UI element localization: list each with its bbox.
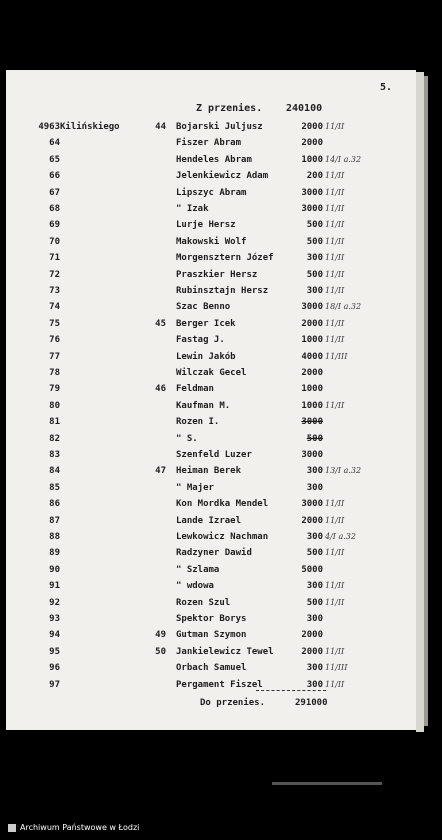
handwritten-note: 11/II [325, 171, 345, 181]
handwritten-note: 11/II [325, 499, 345, 509]
entry-number: 94 [49, 630, 60, 641]
person-name: " Majer [176, 482, 214, 493]
ledger-row [0, 188, 442, 202]
amount: 1000 [301, 400, 323, 411]
amount: 5000 [301, 564, 323, 575]
entry-number: 87 [49, 515, 60, 526]
person-name: " wdowa [176, 581, 214, 592]
ledger-row [0, 680, 442, 694]
amount: 500 [306, 220, 323, 231]
person-name: Jelenkiewicz Adam [176, 171, 269, 182]
ledger-row [0, 581, 442, 595]
entry-number: 78 [49, 368, 60, 378]
person-name: Lewin Jakób [176, 351, 236, 362]
carry-in-amount: 240100 [286, 103, 323, 114]
amount: 3000 [301, 499, 323, 510]
amount: 2000 [301, 630, 323, 641]
ledger-row [0, 237, 442, 251]
entry-number: 66 [49, 171, 60, 182]
person-name: " S. [176, 433, 198, 444]
amount: 2000 [301, 646, 323, 657]
ledger-row [0, 302, 442, 316]
archive-label: Archiwum Państwowe w Łodzi [20, 823, 140, 832]
ledger-row [0, 368, 442, 382]
ledger-row [0, 598, 442, 612]
handwritten-note: 11/II [325, 597, 345, 607]
entry-number: 91 [49, 581, 60, 592]
amount: 500 [306, 597, 323, 608]
handwritten-note: 11/II [325, 400, 345, 410]
person-name: " Szlama [176, 564, 220, 575]
person-name: Gutman Szymon [176, 630, 247, 641]
carry-out-row [0, 698, 442, 712]
handwritten-note: 13/I a.32 [325, 466, 362, 476]
person-name: Lurje Hersz [176, 220, 236, 231]
amount: 200 [306, 171, 323, 182]
handwritten-note: 18/I a.32 [325, 302, 362, 312]
ledger-row [0, 220, 442, 234]
person-name: Jankielewicz Tewel [176, 646, 274, 657]
ledger-row [0, 548, 442, 562]
person-name: Kaufman M. [176, 400, 231, 411]
amount: 300 [306, 466, 323, 477]
amount: 300 [306, 286, 323, 296]
person-name: Fiszer Abram [176, 138, 242, 149]
person-name: Szac Benno [176, 302, 231, 313]
entry-number: 81 [49, 417, 60, 428]
handwritten-note: 11/II [325, 515, 345, 525]
ledger-row [0, 384, 442, 398]
handwritten-note: 11/II [325, 269, 345, 279]
handwritten-note: 11/II [325, 187, 345, 197]
amount: 1000 [301, 384, 323, 395]
handwritten-note: 4/I a.32 [325, 532, 356, 541]
entry-number: 4963 [38, 122, 60, 132]
entry-number: 95 [49, 646, 60, 657]
person-name: Praszkier Hersz [176, 269, 258, 280]
handwritten-note: 11/II [325, 253, 345, 263]
entry-number: 65 [49, 154, 60, 165]
handwritten-note: 11/II [325, 548, 345, 558]
ledger-row [0, 122, 442, 136]
entry-number: 72 [49, 269, 60, 280]
entry-number: 89 [49, 548, 60, 559]
handwritten-note: 11/II [325, 204, 345, 213]
person-name: Kon Mordka Mendel [176, 499, 269, 510]
amount: 500 [306, 433, 323, 444]
amount: 500 [306, 548, 323, 559]
person-name: Orbach Samuel [176, 663, 247, 674]
person-name: Berger Icek [176, 318, 236, 329]
ledger-row [0, 401, 442, 415]
handwritten-note: 11/II [325, 122, 345, 131]
house-number: 45 [155, 318, 166, 329]
person-name: Rozen Szul [176, 597, 231, 608]
archive-logo-icon [8, 824, 16, 832]
page-number: 5. [380, 82, 393, 93]
entry-number: 74 [49, 302, 60, 313]
amount: 2000 [301, 122, 323, 132]
entry-number: 76 [49, 335, 60, 346]
amount: 3000 [301, 204, 323, 214]
ledger-row [0, 450, 442, 464]
amount: 2000 [301, 515, 323, 526]
amount: 500 [306, 269, 323, 280]
amount: 3000 [301, 302, 323, 313]
person-name: Szenfeld Luzer [176, 450, 252, 460]
amount: 2000 [301, 368, 323, 378]
amount: 300 [306, 614, 323, 624]
ledger-row [0, 516, 442, 530]
ledger-row [0, 663, 442, 677]
person-name: Bojarski Juljusz [176, 122, 263, 132]
entry-number: 70 [49, 236, 60, 247]
person-name: Fastag J. [176, 335, 225, 346]
person-name: Radzyner Dawid [176, 548, 252, 559]
house-number: 50 [155, 646, 166, 657]
person-name: Lipszyc Abram [176, 187, 247, 198]
entry-number: 68 [49, 204, 60, 214]
ledger-row [0, 630, 442, 644]
amount: 3000 [301, 417, 323, 428]
entry-number: 86 [49, 499, 60, 510]
person-name: " Izak [176, 204, 209, 214]
entry-number: 75 [49, 318, 60, 329]
handwritten-note: 11/III [325, 663, 348, 673]
handwritten-note: 11/II [325, 236, 345, 246]
entry-number: 93 [49, 614, 60, 624]
ledger-row [0, 483, 442, 497]
ledger-row [0, 253, 442, 267]
ledger-row [0, 335, 442, 349]
amount: 2000 [301, 138, 323, 149]
entry-number: 84 [49, 466, 60, 477]
ledger-row [0, 319, 442, 333]
carry-in-label: Z przenies. [196, 103, 263, 114]
ledger-row [0, 204, 442, 218]
film-strip-mark [272, 782, 382, 785]
entry-number: 88 [49, 532, 60, 542]
person-name: Morgensztern Józef [176, 253, 274, 264]
handwritten-note: 11/III [325, 351, 348, 361]
entry-number: 69 [49, 220, 60, 231]
entry-number: 80 [49, 400, 60, 411]
ledger-row [0, 138, 442, 152]
ledger-row [0, 286, 442, 300]
entry-number: 82 [49, 433, 60, 444]
person-name: Spektor Borys [176, 614, 247, 624]
ledger-row [0, 647, 442, 661]
ledger-row [0, 352, 442, 366]
ledger-row [0, 466, 442, 480]
person-name: Pergament Fiszel [176, 679, 263, 690]
ledger-row [0, 614, 442, 628]
entry-number: 73 [49, 286, 60, 296]
sum-underline [256, 690, 326, 691]
house-number: 47 [155, 466, 166, 477]
street-name: Kilińskiego [60, 122, 120, 132]
handwritten-note: 11/II [325, 581, 345, 591]
entry-number: 96 [49, 663, 60, 674]
handwritten-note: 11/II [325, 286, 345, 295]
person-name: Wilczak Gecel [176, 368, 247, 378]
amount: 1000 [301, 335, 323, 346]
ledger-row [0, 565, 442, 579]
entry-number: 64 [49, 138, 60, 149]
entry-number: 79 [49, 384, 60, 395]
entry-number: 97 [49, 679, 60, 690]
entry-number: 85 [49, 482, 60, 493]
amount: 300 [306, 482, 323, 493]
amount: 500 [306, 236, 323, 247]
ledger-row [0, 155, 442, 169]
person-name: Rubinsztajn Hersz [176, 286, 269, 296]
entry-number: 83 [49, 450, 60, 460]
person-name: Heiman Berek [176, 466, 242, 477]
house-number: 44 [155, 122, 166, 132]
house-number: 49 [155, 630, 166, 641]
person-name: Feldman [176, 384, 214, 395]
handwritten-note: 11/II [325, 318, 345, 328]
person-name: Lewkowicz Nachman [176, 532, 269, 542]
ledger-row [0, 434, 442, 448]
handwritten-note: 14/I a.32 [325, 154, 362, 164]
amount: 300 [306, 253, 323, 264]
amount: 300 [306, 532, 323, 542]
ledger-row [0, 417, 442, 431]
handwritten-note: 11/II [325, 646, 345, 656]
person-name: Makowski Wolf [176, 236, 247, 247]
amount: 3000 [301, 450, 323, 460]
carry-out-amount: 291000 [295, 698, 328, 708]
ledger-row [0, 270, 442, 284]
entry-number: 67 [49, 187, 60, 198]
handwritten-note: 11/II [325, 220, 345, 230]
amount: 1000 [301, 154, 323, 165]
handwritten-note: 11/II [325, 679, 345, 689]
amount: 3000 [301, 187, 323, 198]
amount: 4000 [301, 351, 323, 362]
entry-number: 71 [49, 253, 60, 264]
house-number: 46 [155, 384, 166, 395]
handwritten-note: 11/II [325, 335, 345, 345]
entry-number: 77 [49, 351, 60, 362]
entry-number: 92 [49, 597, 60, 608]
ledger-row [0, 532, 442, 546]
archive-credit [8, 823, 139, 832]
ledger-row [0, 499, 442, 513]
entry-number: 90 [49, 564, 60, 575]
amount: 300 [306, 679, 323, 690]
person-name: Rozen I. [176, 417, 220, 428]
amount: 300 [306, 663, 323, 674]
person-name: Lande Izrael [176, 515, 242, 526]
person-name: Hendeles Abram [176, 154, 252, 165]
ledger-row [0, 171, 442, 185]
carry-out-label: Do przenies. [200, 698, 266, 708]
amount: 300 [306, 581, 323, 592]
amount: 2000 [301, 318, 323, 329]
